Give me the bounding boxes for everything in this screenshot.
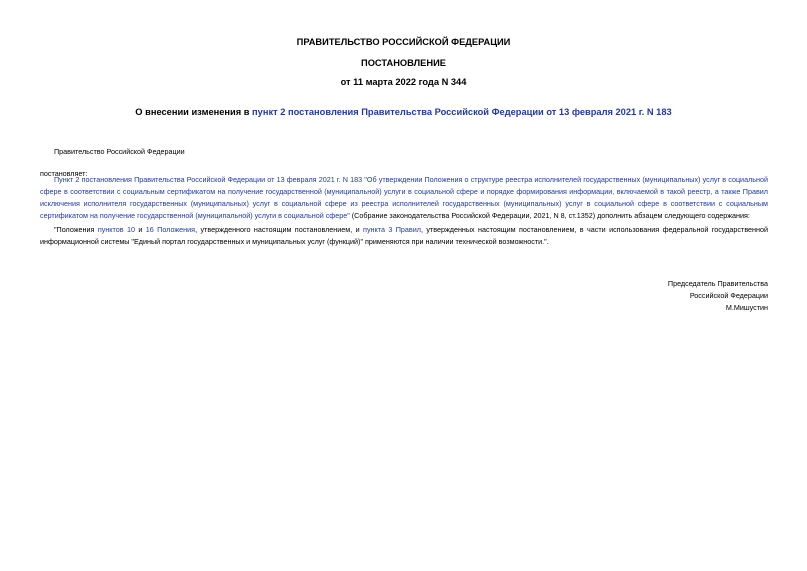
document-subject xyxy=(0,106,807,118)
document-date-number: от 11 марта 2022 года N 344 xyxy=(340,77,467,87)
government-name: Правительство Российской Федерации xyxy=(54,147,185,156)
item-3-rules-link[interactable]: пункта 3 Правил xyxy=(363,225,421,234)
paragraph-amendment-text: (Собрание законодательства Российской Федерации, 2021, N 8, ст.1352) дополнить абзацем следующего содержания: xyxy=(349,211,750,220)
signature-name: М.Мишустин xyxy=(725,303,768,312)
subject-link[interactable]: пункт 2 постановления Правительства Российской Федерации от 13 февраля 2021 г. N 183 xyxy=(252,107,672,117)
subject-prefix: О внесении изменения в xyxy=(135,107,253,117)
resolves-text: постановляет: xyxy=(40,169,88,178)
signature-block xyxy=(560,278,768,314)
signature-country: Российской Федерации xyxy=(689,291,768,300)
decree-183-link[interactable]: Пункт 2 постановления Правительства Российской Федерации от 13 февраля 2021 г. N 183 "Об утверждении Положения о структуре реестра исполнителей государственных (муниципальных) услуг в социальной сфере в соответствии с социальным сертификатом на получение государственной (муниципальной) услуги в социальной сфере и порядке формирования информации, включаемой в такой реестр, а также Правил исключения исполнителя государственных (муниципальных) услуг в социальной сфере из реестра исполнителей государственных (муниципальных) услуг в социальной сфере в соответствии с социальным сертификатом на получение государственной (муниципальной) услуги в социальной сфере" xyxy=(40,175,768,220)
quote-part-2: и xyxy=(134,225,146,234)
document-issuer: ПРАВИТЕЛЬСТВО РОССИЙСКОЙ ФЕДЕРАЦИИ xyxy=(296,37,511,47)
quote-part-1: "Положения xyxy=(54,225,98,234)
paragraph-amendment xyxy=(40,174,768,222)
signature-position: Председатель Правительства xyxy=(667,279,768,288)
item-16-regulation-link[interactable]: 16 Положения xyxy=(145,225,196,234)
quote-part-4: , утвержденных настоящим постановлением, в части использования федеральной государственной информационной системы "Единый портал государственных и муниципальных услуг (функций)" применяются при наличии технической возможности.". xyxy=(40,225,768,246)
document-type: ПОСТАНОВЛЕНИЕ xyxy=(361,58,446,68)
quote-part-3: , утвержденного настоящим постановлением, и xyxy=(195,225,364,234)
paragraph-added-text xyxy=(40,224,768,248)
items-10-link[interactable]: пунктов 10 xyxy=(97,225,135,234)
